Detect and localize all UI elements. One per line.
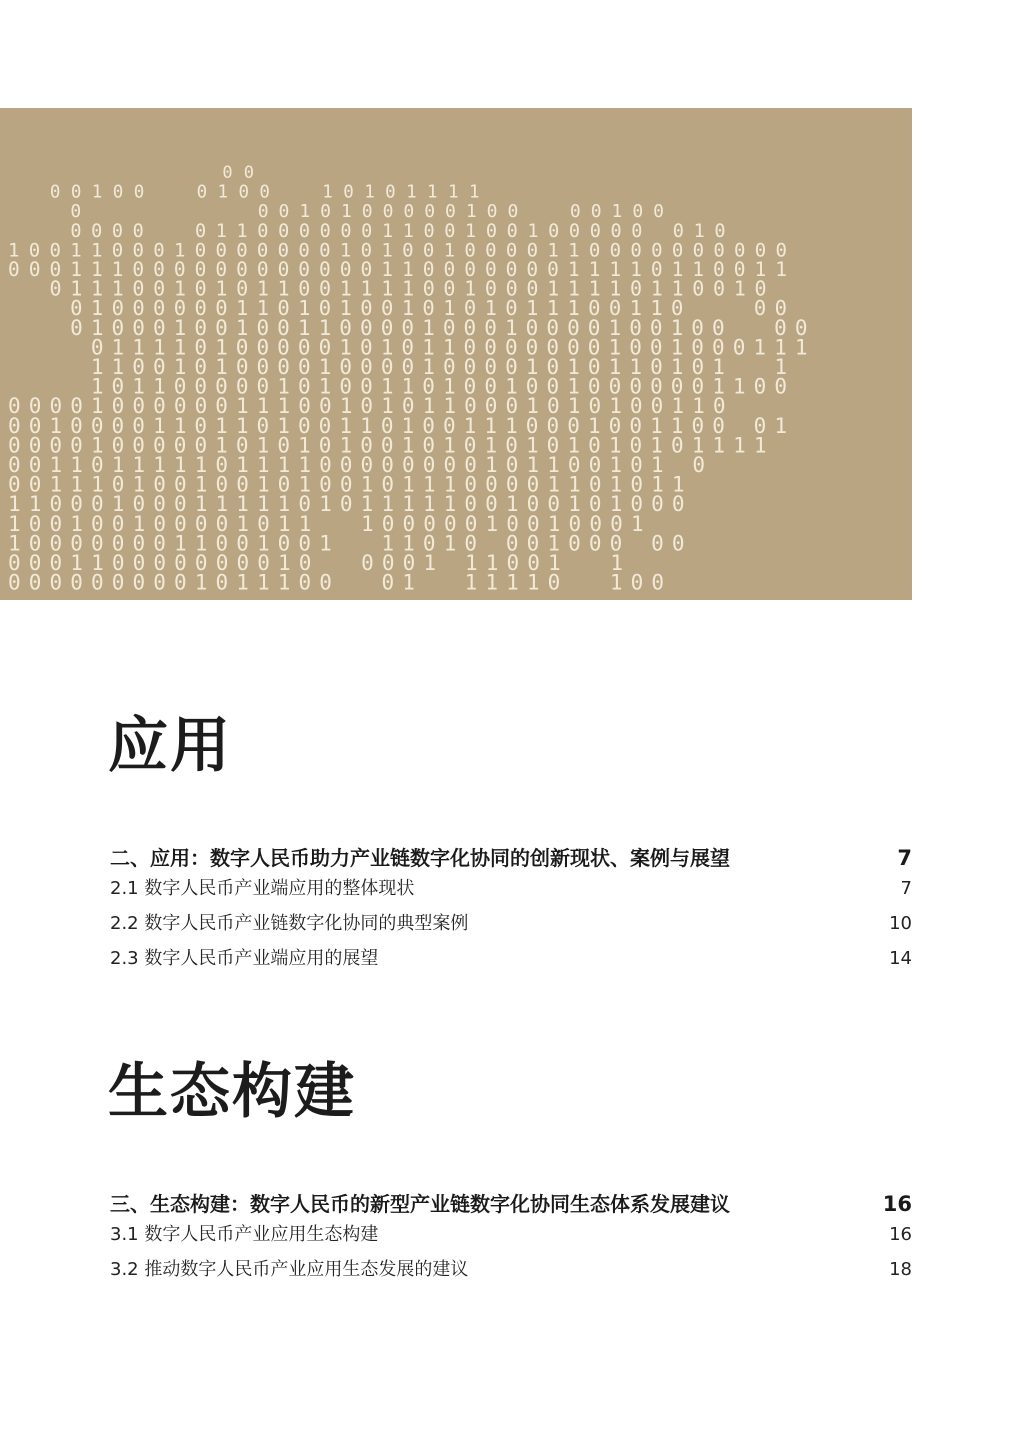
section-title-ecosystem: 生态构建 — [108, 1057, 356, 1127]
toc-sub-label: 2.1 数字人民币产业端应用的整体现状 — [110, 878, 415, 899]
binary-row: 00001000000111001010110001010100110 — [8, 394, 726, 419]
binary-row: 0000 0110000001100100100000 010 — [8, 220, 726, 242]
binary-row: 0 0010100000100 00100 — [8, 201, 664, 223]
binary-row: 000110000000010 0001 11001 1 — [8, 551, 624, 575]
binary-row: 1100101000010000100001010110101 1 — [8, 355, 787, 379]
binary-row: 1000000011001001 11010 001000 00 — [8, 531, 685, 556]
binary-row: 10011000100000001010010000110000000000 — [8, 239, 787, 262]
toc-page-number: 7 — [900, 878, 912, 899]
binary-row: 001110100100101001011100001101011 — [8, 472, 685, 497]
toc-main-label: 二、应用：数字人民币助力产业链数字化协同的创新现状、案例与展望 — [110, 846, 730, 870]
toc-page-number: 10 — [889, 913, 912, 934]
binary-row: 110001000111110101111100100101000 — [8, 492, 685, 517]
toc-sub-label: 3.2 推动数字人民币产业应用生态发展的建议 — [110, 1259, 469, 1280]
binary-row: 01000100100110000100010000100100 00 — [8, 315, 808, 340]
toc-page-number: 16 — [889, 1224, 912, 1245]
toc-main-label: 三、生态构建：数字人民币的新型产业链数字化协同生态体系发展建议 — [110, 1192, 730, 1216]
binary-row: 00011100000000000011000000011110110011 — [8, 258, 787, 281]
binary-row: 00110111110111100000000101100101 0 — [8, 453, 705, 477]
toc-ecosystem — [110, 1188, 912, 1290]
toc-page-number: 18 — [889, 1259, 912, 1280]
toc-sub-entry[interactable] — [110, 874, 912, 909]
binary-row: 100100100001011 10000010010001 — [8, 511, 644, 536]
binary-row: 00 — [8, 163, 254, 183]
binary-row: 0000100000101010100101010101010101111 — [8, 433, 767, 458]
binary-row: 00100001101101001101001110001001100 01 — [8, 413, 787, 438]
binary-row: 010000001101010010101011100110 00 — [8, 296, 787, 321]
binary-row: 01110010101100111100100011110110010 — [8, 276, 767, 301]
binary-row: 0000000001011100 01 11110 100 — [8, 570, 664, 595]
binary-digits-graphic — [0, 108, 912, 600]
toc-main-entry[interactable] — [110, 1188, 912, 1220]
toc-page-number: 14 — [889, 948, 912, 969]
binary-row: 01111010000010101100000001001000111 — [8, 335, 808, 360]
toc-sub-entry[interactable] — [110, 944, 912, 979]
toc-sub-label: 2.2 数字人民币产业链数字化协同的典型案例 — [110, 913, 469, 934]
toc-sub-label: 3.1 数字人民币产业应用生态构建 — [110, 1224, 379, 1245]
binary-row: 00100 0100 10101111 — [8, 182, 480, 203]
toc-sub-entry[interactable] — [110, 909, 912, 944]
toc-main-entry[interactable] — [110, 842, 912, 874]
toc-sub-entry[interactable] — [110, 1255, 912, 1290]
toc-application — [110, 842, 912, 979]
binary-row: 1011000001010011010010010000001100 — [8, 374, 787, 399]
toc-sub-label: 2.3 数字人民币产业端应用的展望 — [110, 948, 379, 969]
binary-map-banner — [0, 108, 912, 600]
toc-page-number: 7 — [897, 846, 912, 870]
section-title-application: 应用 — [108, 711, 232, 781]
toc-sub-entry[interactable] — [110, 1220, 912, 1255]
toc-page-number: 16 — [882, 1192, 912, 1216]
